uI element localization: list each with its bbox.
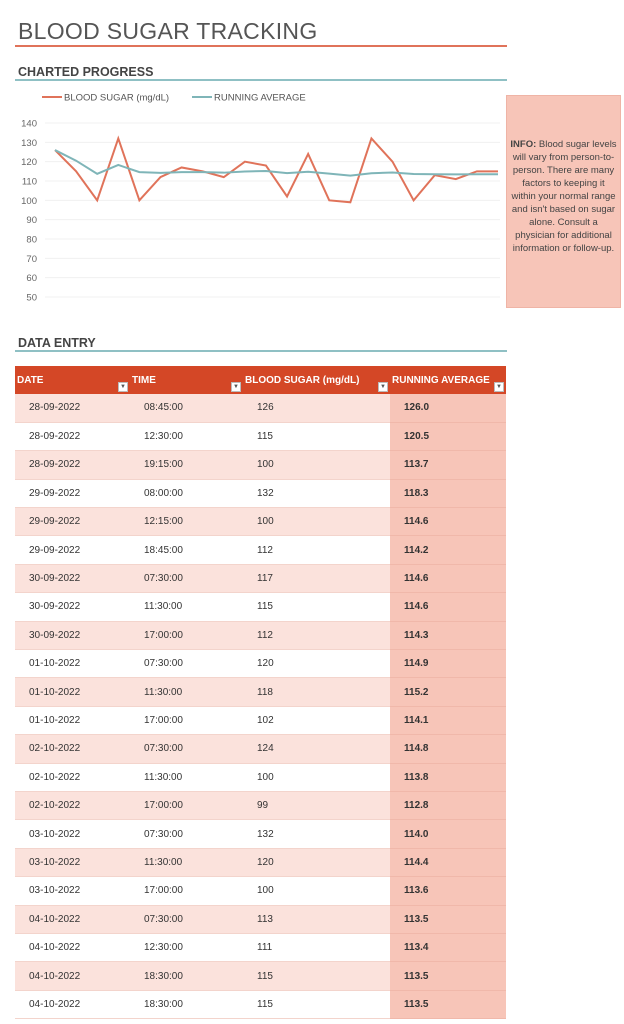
cell-avg[interactable]: 114.6 <box>390 564 506 592</box>
cell-avg[interactable]: 113.8 <box>390 763 506 791</box>
cell-avg[interactable]: 114.0 <box>390 820 506 848</box>
data-point[interactable] <box>327 198 331 202</box>
cell-sugar[interactable]: 111 <box>243 933 390 961</box>
data-point[interactable] <box>116 136 120 140</box>
cell-sugar[interactable]: 115 <box>243 990 390 1018</box>
column-header-label: DATE <box>17 374 44 386</box>
data-point[interactable] <box>327 172 331 176</box>
y-tick-label: 90 <box>26 215 37 227</box>
cell-time[interactable]: 19:15:00 <box>130 451 243 479</box>
info-text: Blood sugar levels will vary from person-to-person. There are many factors to keeping it within your normal range and isn't based on sugar alone. Consult a physician for additional information or follow-up. <box>511 139 617 254</box>
blood-sugar-chart[interactable] <box>0 82 505 312</box>
cell-time[interactable]: 18:30:00 <box>130 962 243 990</box>
cell-date[interactable]: 02-10-2022 <box>15 791 130 819</box>
table-row <box>15 479 506 507</box>
data-point[interactable] <box>285 171 289 175</box>
cell-date[interactable]: 03-10-2022 <box>15 820 130 848</box>
cell-sugar[interactable]: 117 <box>243 564 390 592</box>
data-point[interactable] <box>180 165 184 169</box>
cell-date[interactable]: 01-10-2022 <box>15 706 130 734</box>
cell-sugar[interactable]: 118 <box>243 678 390 706</box>
table-row <box>15 593 506 621</box>
cell-date[interactable]: 30-09-2022 <box>15 564 130 592</box>
info-label: INFO: <box>510 139 537 150</box>
table-row <box>15 877 506 905</box>
cell-avg[interactable]: 113.5 <box>390 990 506 1018</box>
cell-avg[interactable]: 113.7 <box>390 451 506 479</box>
y-tick-label: 80 <box>26 234 37 246</box>
cell-time[interactable]: 12:30:00 <box>130 422 243 450</box>
y-tick-label: 140 <box>21 118 37 130</box>
cell-avg[interactable]: 114.2 <box>390 536 506 564</box>
series-line-running-average <box>55 150 498 176</box>
data-point[interactable] <box>243 160 247 164</box>
cell-sugar[interactable]: 112 <box>243 536 390 564</box>
cell-time[interactable]: 07:30:00 <box>130 905 243 933</box>
filter-dropdown-icon[interactable]: ▼ <box>231 382 241 392</box>
data-point[interactable] <box>74 169 78 173</box>
column-header-label: BLOOD SUGAR (mg/dL) <box>245 374 360 386</box>
cell-date[interactable]: 04-10-2022 <box>15 905 130 933</box>
table-row <box>15 990 506 1018</box>
y-tick-label: 60 <box>26 273 37 285</box>
filter-dropdown-icon[interactable]: ▼ <box>378 382 388 392</box>
table-row <box>15 394 506 422</box>
table-row <box>15 508 506 536</box>
cell-date[interactable]: 28-09-2022 <box>15 451 130 479</box>
cell-sugar[interactable]: 132 <box>243 820 390 848</box>
cell-avg[interactable]: 113.5 <box>390 962 506 990</box>
cell-time[interactable]: 07:30:00 <box>130 735 243 763</box>
cell-date[interactable]: 30-09-2022 <box>15 621 130 649</box>
data-point[interactable] <box>348 174 352 178</box>
data-point[interactable] <box>158 171 162 175</box>
cell-avg[interactable]: 114.3 <box>390 621 506 649</box>
cell-sugar[interactable]: 115 <box>243 422 390 450</box>
cell-time[interactable]: 07:30:00 <box>130 564 243 592</box>
data-point[interactable] <box>348 200 352 204</box>
legend-label: RUNNING AVERAGE <box>214 92 306 104</box>
cell-time[interactable]: 11:30:00 <box>130 848 243 876</box>
cell-sugar[interactable]: 112 <box>243 621 390 649</box>
cell-date[interactable]: 28-09-2022 <box>15 394 130 422</box>
data-point[interactable] <box>53 148 57 152</box>
data-point[interactable] <box>285 194 289 198</box>
y-tick-label: 100 <box>21 195 37 207</box>
table-row <box>15 735 506 763</box>
data-point[interactable] <box>412 198 416 202</box>
cell-sugar[interactable]: 124 <box>243 735 390 763</box>
data-point[interactable] <box>74 159 78 163</box>
y-tick-label: 120 <box>21 157 37 169</box>
data-point[interactable] <box>180 170 184 174</box>
page-title: BLOOD SUGAR TRACKING <box>18 18 318 44</box>
cell-avg[interactable]: 114.8 <box>390 735 506 763</box>
cell-date[interactable]: 03-10-2022 <box>15 848 130 876</box>
data-point[interactable] <box>306 152 310 156</box>
table-row <box>15 422 506 450</box>
cell-date[interactable]: 02-10-2022 <box>15 735 130 763</box>
cell-avg[interactable]: 114.1 <box>390 706 506 734</box>
legend-label: BLOOD SUGAR (mg/dL) <box>64 92 170 104</box>
cell-time[interactable]: 11:30:00 <box>130 678 243 706</box>
data-point[interactable] <box>454 177 458 181</box>
column-header-label: RUNNING AVERAGE <box>392 374 490 386</box>
table-row <box>15 650 506 678</box>
cell-date[interactable]: 29-09-2022 <box>15 508 130 536</box>
data-point[interactable] <box>116 163 120 167</box>
cell-time[interactable]: 11:30:00 <box>130 593 243 621</box>
column-header <box>390 366 506 394</box>
cell-sugar[interactable]: 126 <box>243 394 390 422</box>
cell-date[interactable]: 04-10-2022 <box>15 962 130 990</box>
table-row <box>15 564 506 592</box>
data-point[interactable] <box>95 172 99 176</box>
section-divider <box>15 79 507 81</box>
data-point[interactable] <box>454 172 458 176</box>
cell-avg[interactable]: 120.5 <box>390 422 506 450</box>
cell-avg[interactable]: 115.2 <box>390 678 506 706</box>
cell-sugar[interactable]: 99 <box>243 791 390 819</box>
cell-time[interactable]: 17:00:00 <box>130 877 243 905</box>
cell-date[interactable]: 04-10-2022 <box>15 990 130 1018</box>
cell-sugar[interactable]: 100 <box>243 508 390 536</box>
cell-sugar[interactable]: 120 <box>243 650 390 678</box>
cell-avg[interactable]: 113.5 <box>390 905 506 933</box>
column-header <box>130 366 243 394</box>
table-row <box>15 933 506 961</box>
data-point[interactable] <box>264 164 268 168</box>
cell-sugar[interactable]: 102 <box>243 706 390 734</box>
cell-sugar[interactable]: 120 <box>243 848 390 876</box>
cell-sugar[interactable]: 100 <box>243 763 390 791</box>
cell-sugar[interactable]: 113 <box>243 905 390 933</box>
data-point[interactable] <box>158 175 162 179</box>
cell-time[interactable]: 12:15:00 <box>130 508 243 536</box>
data-point[interactable] <box>264 169 268 173</box>
cell-sugar[interactable]: 115 <box>243 962 390 990</box>
cell-date[interactable]: 04-10-2022 <box>15 933 130 961</box>
cell-avg[interactable]: 114.6 <box>390 593 506 621</box>
cell-time[interactable]: 18:45:00 <box>130 536 243 564</box>
data-point[interactable] <box>496 172 500 176</box>
cell-avg[interactable]: 113.6 <box>390 877 506 905</box>
data-point[interactable] <box>222 171 226 175</box>
filter-dropdown-icon[interactable]: ▼ <box>118 382 128 392</box>
data-point[interactable] <box>391 160 395 164</box>
table-row <box>15 962 506 990</box>
cell-time[interactable]: 07:30:00 <box>130 650 243 678</box>
data-point[interactable] <box>369 171 373 175</box>
data-point[interactable] <box>137 198 141 202</box>
series-line-blood-sugar <box>55 138 498 202</box>
cell-time[interactable]: 12:30:00 <box>130 933 243 961</box>
data-point[interactable] <box>412 172 416 176</box>
cell-date[interactable]: 01-10-2022 <box>15 650 130 678</box>
table-row <box>15 451 506 479</box>
cell-sugar[interactable]: 132 <box>243 479 390 507</box>
table-row <box>15 848 506 876</box>
column-header <box>243 366 390 394</box>
data-entry-table <box>15 366 506 1019</box>
data-point[interactable] <box>306 170 310 174</box>
y-tick-label: 50 <box>26 292 37 304</box>
y-tick-label: 70 <box>26 253 37 265</box>
section-heading-chart: CHARTED PROGRESS <box>18 65 154 79</box>
cell-time[interactable]: 11:30:00 <box>130 763 243 791</box>
filter-dropdown-icon[interactable]: ▼ <box>494 382 504 392</box>
data-point[interactable] <box>391 170 395 174</box>
table-row <box>15 820 506 848</box>
cell-avg[interactable]: 118.3 <box>390 479 506 507</box>
cell-avg[interactable]: 112.8 <box>390 791 506 819</box>
data-point[interactable] <box>201 170 205 174</box>
column-header <box>15 366 130 394</box>
column-header-label: TIME <box>132 374 156 386</box>
info-box <box>506 95 621 308</box>
table-row <box>15 763 506 791</box>
cell-time[interactable]: 17:00:00 <box>130 621 243 649</box>
cell-avg[interactable]: 114.9 <box>390 650 506 678</box>
cell-date[interactable]: 28-09-2022 <box>15 422 130 450</box>
cell-sugar[interactable]: 100 <box>243 877 390 905</box>
cell-sugar[interactable]: 115 <box>243 593 390 621</box>
cell-time[interactable]: 18:30:00 <box>130 990 243 1018</box>
table-row <box>15 536 506 564</box>
cell-avg[interactable]: 114.6 <box>390 508 506 536</box>
cell-date[interactable]: 02-10-2022 <box>15 763 130 791</box>
table-row <box>15 791 506 819</box>
cell-time[interactable]: 08:00:00 <box>130 479 243 507</box>
cell-time[interactable]: 17:00:00 <box>130 791 243 819</box>
table-row <box>15 706 506 734</box>
section-divider <box>15 350 507 352</box>
data-point[interactable] <box>369 136 373 140</box>
data-point[interactable] <box>243 170 247 174</box>
data-point[interactable] <box>222 175 226 179</box>
cell-time[interactable]: 17:00:00 <box>130 706 243 734</box>
cell-time[interactable]: 07:30:00 <box>130 820 243 848</box>
cell-date[interactable]: 29-09-2022 <box>15 479 130 507</box>
cell-avg[interactable]: 126.0 <box>390 394 506 422</box>
data-point[interactable] <box>137 170 141 174</box>
cell-date[interactable]: 01-10-2022 <box>15 678 130 706</box>
title-divider <box>15 45 507 47</box>
table-row <box>15 905 506 933</box>
y-tick-label: 110 <box>21 176 37 188</box>
cell-date[interactable]: 29-09-2022 <box>15 536 130 564</box>
table-row <box>15 621 506 649</box>
data-point[interactable] <box>95 198 99 202</box>
section-heading-data: DATA ENTRY <box>18 336 96 350</box>
y-tick-label: 130 <box>21 137 37 149</box>
cell-date[interactable]: 30-09-2022 <box>15 593 130 621</box>
cell-time[interactable]: 08:45:00 <box>130 394 243 422</box>
cell-avg[interactable]: 113.4 <box>390 933 506 961</box>
data-point[interactable] <box>475 172 479 176</box>
cell-sugar[interactable]: 100 <box>243 451 390 479</box>
cell-avg[interactable]: 114.4 <box>390 848 506 876</box>
data-point[interactable] <box>433 172 437 176</box>
table-row <box>15 678 506 706</box>
cell-date[interactable]: 03-10-2022 <box>15 877 130 905</box>
